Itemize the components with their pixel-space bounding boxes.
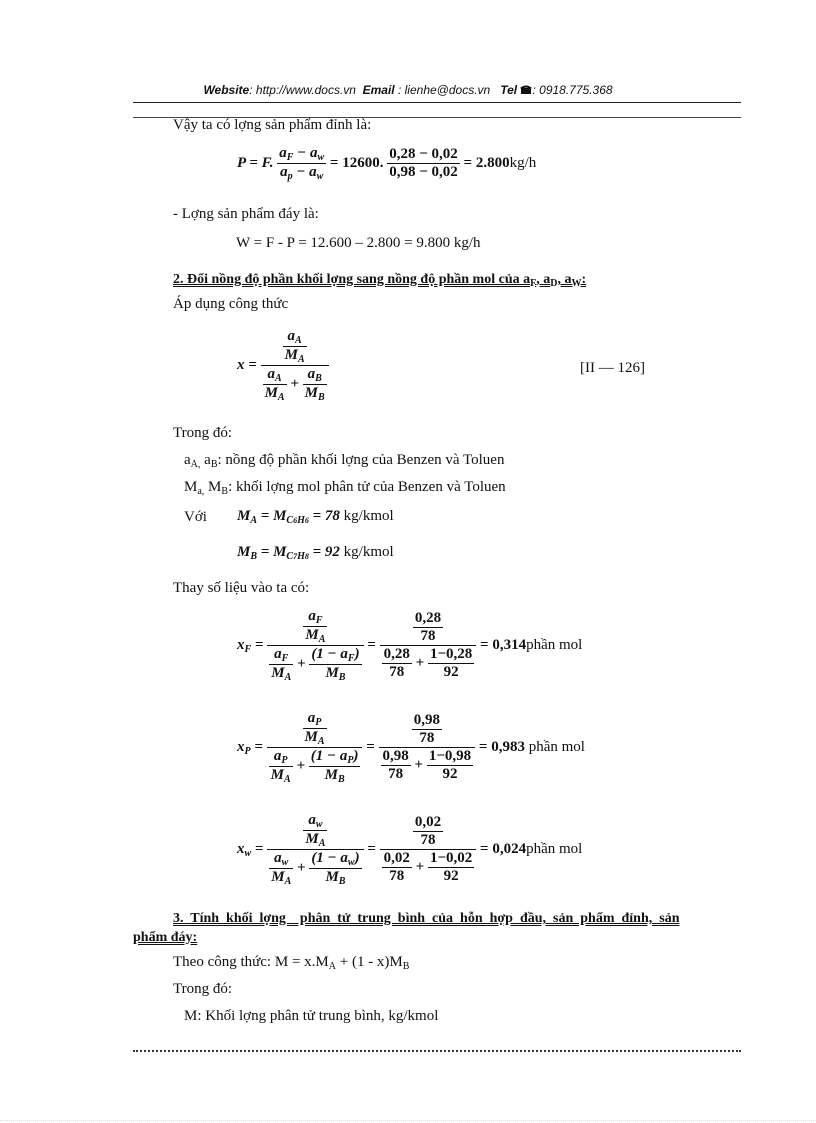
section-3-formula: Theo công thức: $M = x.M_A + (1 - x)M_B$ (173, 954, 410, 972)
apply-formula-text: Áp dụng công thức (173, 296, 289, 312)
top-product-equation: P = F. $\frac{a_F - a_w}{a_p - a_w}$ = 12600. $\frac{0,28 - 0,02}{0,98 - 0,02}$ = 2.800kg/h (237, 145, 537, 182)
website-label: Website (203, 83, 250, 97)
xp-equation: $x_P$ = $\frac{a_P}{M_A}$ $\frac{a_P}{M_A}$ + $\frac{(1 - a_P)}{M_B}$ = $\frac{0,98}{78}$ $\frac{0,98}{78}$ + $\frac{1-0,98}{92}$ = 0,983 phần mol (237, 710, 585, 785)
header-rule (133, 102, 741, 103)
section-3-heading-cont: phẩm đáy: (133, 930, 198, 945)
with-label: Với (184, 509, 207, 525)
tel-value: : 0918.775.368 (532, 83, 613, 97)
p-unit: kg/h (509, 154, 537, 171)
page-edge (0, 1120, 816, 1121)
xw-equation: $x_w$ = $\frac{a_w}{M_A}$ $\frac{a_w}{M_A}$ + $\frac{(1 - a_w)}{M_B}$ = $\frac{0,02}{78}$ $\frac{0,02}{78}$ + $\frac{1-0,02}{92}$ = 0,024phần mol (237, 812, 583, 887)
mb-equation: $M_B = M_{C7H8} = 92$ kg/kmol (237, 544, 394, 562)
formula-reference: [II — 126] (580, 360, 645, 376)
page-header (0, 83, 816, 97)
p-den: 0,98 − 0,02 (389, 164, 458, 180)
p-num: 0,28 − 0,02 (389, 146, 458, 162)
top-product-intro: Vậy ta có lợng sản phẩm đỉnh là: (173, 117, 372, 133)
xp-result: 0,983 (491, 738, 525, 755)
footer-rule (133, 1050, 741, 1052)
substitute-text: Thay số liệu vào ta có: (173, 580, 310, 596)
section-2-heading: 2. Đổi nồng độ phần khối lợng sang nồng độ phần mol của $a_F$, $a_D$, $a_W$: (173, 272, 587, 289)
ma-equation: $M_A = M_{C6H6} = 78$ kg/kmol (237, 508, 394, 526)
phone-icon (520, 84, 532, 95)
bottom-product-equation: W = F - P = 12.600 – 2.800 = 9.800 kg/h (236, 235, 481, 251)
section-3-where: Trong đó: (173, 981, 233, 997)
xf-result: 0,314 (492, 636, 527, 653)
tel-label: Tel (500, 83, 518, 97)
mole-fraction-formula: x = $\frac{a_A}{M_A}$ $\frac{a_A}{M_A}$ + $\frac{a_B}{M_B}$ (237, 328, 329, 403)
email-value: : lienhe@docs.vn (394, 83, 491, 97)
email-label: Email (362, 83, 395, 97)
xw-result: 0,024 (492, 840, 527, 857)
bottom-product-intro: - Lợng sản phẩm đáy là: (173, 206, 319, 222)
where-label: Trong đó: (173, 425, 233, 441)
definition-a: $a_{A,}$ $a_B$: nồng độ phần khối lợng của Benzen và Toluen (184, 452, 505, 470)
website-value: : http://www.docs.vn (249, 83, 356, 97)
definition-m: $M_{a,}$ $M_B$: khối lợng mol phân tử của Benzen và Toluen (184, 479, 506, 497)
section-3-definition: M: Khối lợng phân tử trung bình, kg/kmol (184, 1008, 439, 1024)
section-3-heading: 3. Tính khối lợng phân tử trung bình của hỗn hợp đầu, sản phẩm đỉnh, sản (173, 911, 680, 926)
p-result: = 2.800 (463, 154, 510, 171)
xf-equation: $x_F$ = $\frac{a_F}{M_A}$ $\frac{a_F}{M_A}$ + $\frac{(1 - a_F)}{M_B}$ = $\frac{0,28}{78}$ $\frac{0,28}{78}$ + $\frac{1-0,28}{92}$ = 0,314phần mol (237, 608, 583, 683)
